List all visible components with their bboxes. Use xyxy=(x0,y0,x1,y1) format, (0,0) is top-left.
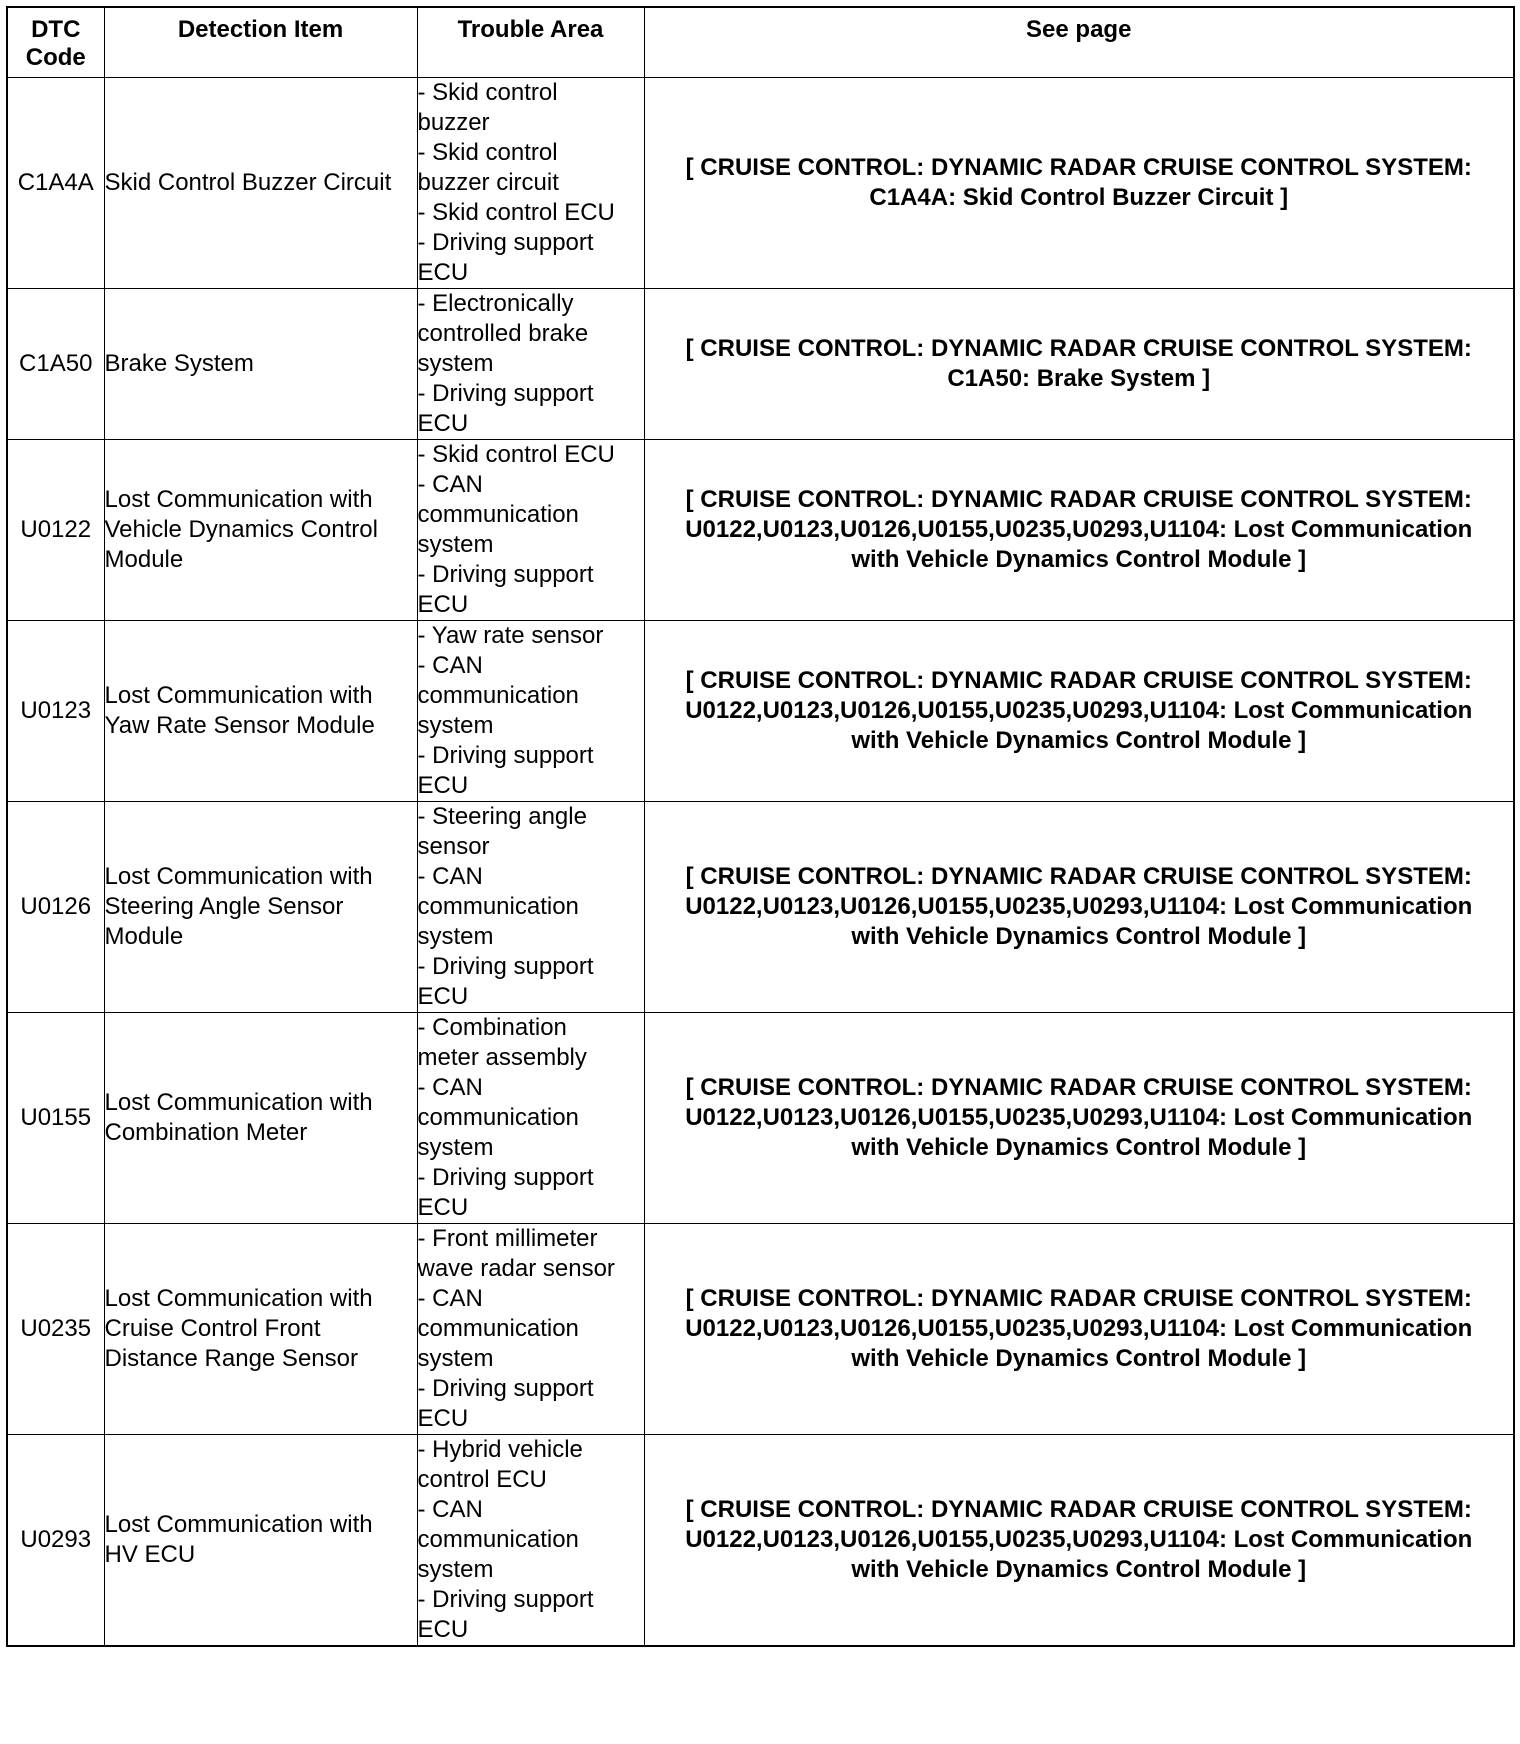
header-trouble-area: Trouble Area xyxy=(417,7,644,77)
trouble-area-line: - CAN xyxy=(417,1284,483,1312)
see-page-line: U0122,U0123,U0126,U0155,U0235,U0293,U1104: Lost Communication xyxy=(685,515,1473,543)
trouble-area-line: - Driving support xyxy=(417,1374,594,1402)
header-dtc-code-line-1: DTC xyxy=(31,16,81,43)
trouble-area-line: - Driving support xyxy=(417,1585,594,1613)
trouble-area-line: communication xyxy=(417,1103,579,1131)
dtc-code-cell: C1A50 xyxy=(7,288,104,439)
detection-item-cell xyxy=(104,439,417,620)
trouble-area-line: - Driving support xyxy=(417,560,594,588)
see-page-line: [ CRUISE CONTROL: DYNAMIC RADAR CRUISE CONTROL SYSTEM: xyxy=(685,666,1472,694)
trouble-area-line: ECU xyxy=(417,982,469,1010)
trouble-area-line: controlled brake xyxy=(417,319,589,347)
trouble-area-line: sensor xyxy=(417,832,490,860)
see-page-line: [ CRUISE CONTROL: DYNAMIC RADAR CRUISE CONTROL SYSTEM: xyxy=(685,153,1472,181)
detection-item-line: Module xyxy=(104,922,184,950)
table-row xyxy=(7,439,1514,620)
trouble-area-line: wave radar sensor xyxy=(417,1254,615,1282)
detection-item-line: Vehicle Dynamics Control xyxy=(104,515,378,543)
trouble-area-line: - Driving support xyxy=(417,1163,594,1191)
trouble-area-line: - Skid control xyxy=(417,78,558,106)
see-page-line: [ CRUISE CONTROL: DYNAMIC RADAR CRUISE CONTROL SYSTEM: xyxy=(685,1495,1472,1523)
see-page-line: with Vehicle Dynamics Control Module ] xyxy=(851,1555,1307,1583)
trouble-area-line: communication xyxy=(417,681,579,709)
see-page-link[interactable] xyxy=(644,288,1514,439)
detection-item-line: Lost Communication with xyxy=(104,1510,373,1538)
table-row xyxy=(7,1223,1514,1434)
trouble-area-line: system xyxy=(417,922,494,950)
trouble-area-line: ECU xyxy=(417,1193,469,1221)
trouble-area-cell xyxy=(417,288,644,439)
see-page-link[interactable] xyxy=(644,620,1514,801)
trouble-area-line: - Driving support xyxy=(417,952,594,980)
trouble-area-line: - CAN xyxy=(417,1073,483,1101)
detection-item-cell: Brake System xyxy=(104,288,417,439)
see-page-line: [ CRUISE CONTROL: DYNAMIC RADAR CRUISE CONTROL SYSTEM: xyxy=(685,1073,1472,1101)
trouble-area-line: - CAN xyxy=(417,651,483,679)
see-page-line: U0122,U0123,U0126,U0155,U0235,U0293,U1104: Lost Communication xyxy=(685,1525,1473,1553)
trouble-area-line: - Skid control xyxy=(417,138,558,166)
detection-item-line: Lost Communication with xyxy=(104,1284,373,1312)
see-page-link[interactable] xyxy=(644,1012,1514,1223)
trouble-area-line: control ECU xyxy=(417,1465,547,1493)
trouble-area-line: ECU xyxy=(417,258,469,286)
see-page-line: [ CRUISE CONTROL: DYNAMIC RADAR CRUISE CONTROL SYSTEM: xyxy=(685,334,1472,362)
see-page-line: U0122,U0123,U0126,U0155,U0235,U0293,U1104: Lost Communication xyxy=(685,1103,1473,1131)
detection-item-line: Steering Angle Sensor xyxy=(104,892,344,920)
table-row xyxy=(7,77,1514,288)
detection-item-cell: Skid Control Buzzer Circuit xyxy=(104,77,417,288)
trouble-area-line: - Electronically xyxy=(417,289,574,317)
table-body xyxy=(7,77,1514,1646)
trouble-area-line: - Skid control ECU xyxy=(417,440,615,468)
see-page-line: [ CRUISE CONTROL: DYNAMIC RADAR CRUISE CONTROL SYSTEM: xyxy=(685,862,1472,890)
trouble-area-cell xyxy=(417,1223,644,1434)
detection-item-line: Module xyxy=(104,545,184,573)
dtc-code-cell: U0122 xyxy=(7,439,104,620)
detection-item-cell xyxy=(104,1434,417,1646)
trouble-area-line: - Steering angle xyxy=(417,802,587,830)
trouble-area-line: system xyxy=(417,1344,494,1372)
trouble-area-line: - Skid control ECU xyxy=(417,198,615,226)
detection-item-cell xyxy=(104,1223,417,1434)
see-page-line: U0122,U0123,U0126,U0155,U0235,U0293,U1104: Lost Communication xyxy=(685,892,1473,920)
trouble-area-line: meter assembly xyxy=(417,1043,587,1071)
trouble-area-line: - Combination xyxy=(417,1013,567,1041)
trouble-area-line: buzzer circuit xyxy=(417,168,559,196)
trouble-area-line: system xyxy=(417,711,494,739)
detection-item-cell xyxy=(104,1012,417,1223)
trouble-area-line: - CAN xyxy=(417,862,483,890)
dtc-code-cell: U0155 xyxy=(7,1012,104,1223)
detection-item-line: Yaw Rate Sensor Module xyxy=(104,711,375,739)
header-see-page: See page xyxy=(644,7,1514,77)
see-page-line: U0122,U0123,U0126,U0155,U0235,U0293,U1104: Lost Communication xyxy=(685,696,1473,724)
see-page-line: C1A50: Brake System ] xyxy=(947,364,1211,392)
header-dtc-code xyxy=(7,7,104,77)
detection-item-line: HV ECU xyxy=(104,1540,196,1568)
table-row xyxy=(7,620,1514,801)
trouble-area-line: system xyxy=(417,530,494,558)
trouble-area-line: - Driving support xyxy=(417,379,594,407)
dtc-table xyxy=(6,6,1515,1647)
see-page-line: [ CRUISE CONTROL: DYNAMIC RADAR CRUISE CONTROL SYSTEM: xyxy=(685,485,1472,513)
see-page-line: U0122,U0123,U0126,U0155,U0235,U0293,U1104: Lost Communication xyxy=(685,1314,1473,1342)
header-row xyxy=(7,7,1514,77)
table-row xyxy=(7,288,1514,439)
see-page-link[interactable] xyxy=(644,77,1514,288)
see-page-link[interactable] xyxy=(644,439,1514,620)
dtc-code-cell: U0293 xyxy=(7,1434,104,1646)
dtc-code-cell: U0235 xyxy=(7,1223,104,1434)
see-page-line: with Vehicle Dynamics Control Module ] xyxy=(851,922,1307,950)
table-row xyxy=(7,1434,1514,1646)
detection-item-line: Lost Communication with xyxy=(104,485,373,513)
dtc-code-cell: C1A4A xyxy=(7,77,104,288)
detection-item-line: Cruise Control Front xyxy=(104,1314,321,1342)
trouble-area-line: ECU xyxy=(417,1404,469,1432)
see-page-line: with Vehicle Dynamics Control Module ] xyxy=(851,545,1307,573)
see-page-line: with Vehicle Dynamics Control Module ] xyxy=(851,1133,1307,1161)
trouble-area-line: communication xyxy=(417,500,579,528)
trouble-area-line: ECU xyxy=(417,409,469,437)
table-row xyxy=(7,1012,1514,1223)
detection-item-line: Lost Communication with xyxy=(104,681,373,709)
trouble-area-cell xyxy=(417,1434,644,1646)
detection-item-line: Combination Meter xyxy=(104,1118,308,1146)
trouble-area-line: communication xyxy=(417,1314,579,1342)
see-page-line: with Vehicle Dynamics Control Module ] xyxy=(851,726,1307,754)
detection-item-line: Lost Communication with xyxy=(104,1088,373,1116)
header-detection-item: Detection Item xyxy=(104,7,417,77)
trouble-area-line: communication xyxy=(417,1525,579,1553)
see-page-link[interactable] xyxy=(644,1223,1514,1434)
trouble-area-line: - Front millimeter xyxy=(417,1224,598,1252)
header-dtc-code-line-2: Code xyxy=(25,44,86,71)
table-row xyxy=(7,801,1514,1012)
detection-item-cell xyxy=(104,620,417,801)
trouble-area-line: communication xyxy=(417,892,579,920)
trouble-area-line: system xyxy=(417,349,494,377)
dtc-code-cell: U0126 xyxy=(7,801,104,1012)
see-page-link[interactable] xyxy=(644,801,1514,1012)
trouble-area-cell xyxy=(417,801,644,1012)
trouble-area-line: ECU xyxy=(417,590,469,618)
trouble-area-line: - Yaw rate sensor xyxy=(417,621,604,649)
detection-item-line: Distance Range Sensor xyxy=(104,1344,358,1372)
trouble-area-line: - Hybrid vehicle xyxy=(417,1435,583,1463)
trouble-area-line: ECU xyxy=(417,771,469,799)
trouble-area-line: system xyxy=(417,1555,494,1583)
see-page-line: C1A4A: Skid Control Buzzer Circuit ] xyxy=(869,183,1289,211)
trouble-area-cell xyxy=(417,620,644,801)
trouble-area-line: - CAN xyxy=(417,470,483,498)
dtc-code-cell: U0123 xyxy=(7,620,104,801)
see-page-line: [ CRUISE CONTROL: DYNAMIC RADAR CRUISE CONTROL SYSTEM: xyxy=(685,1284,1472,1312)
trouble-area-cell xyxy=(417,77,644,288)
trouble-area-line: - Driving support xyxy=(417,228,594,256)
trouble-area-cell xyxy=(417,439,644,620)
see-page-link[interactable] xyxy=(644,1434,1514,1646)
trouble-area-line: ECU xyxy=(417,1615,469,1643)
detection-item-cell xyxy=(104,801,417,1012)
trouble-area-line: system xyxy=(417,1133,494,1161)
trouble-area-line: - Driving support xyxy=(417,741,594,769)
see-page-line: with Vehicle Dynamics Control Module ] xyxy=(851,1344,1307,1372)
trouble-area-line: - CAN xyxy=(417,1495,483,1523)
trouble-area-cell xyxy=(417,1012,644,1223)
detection-item-line: Lost Communication with xyxy=(104,862,373,890)
trouble-area-line: buzzer xyxy=(417,108,490,136)
